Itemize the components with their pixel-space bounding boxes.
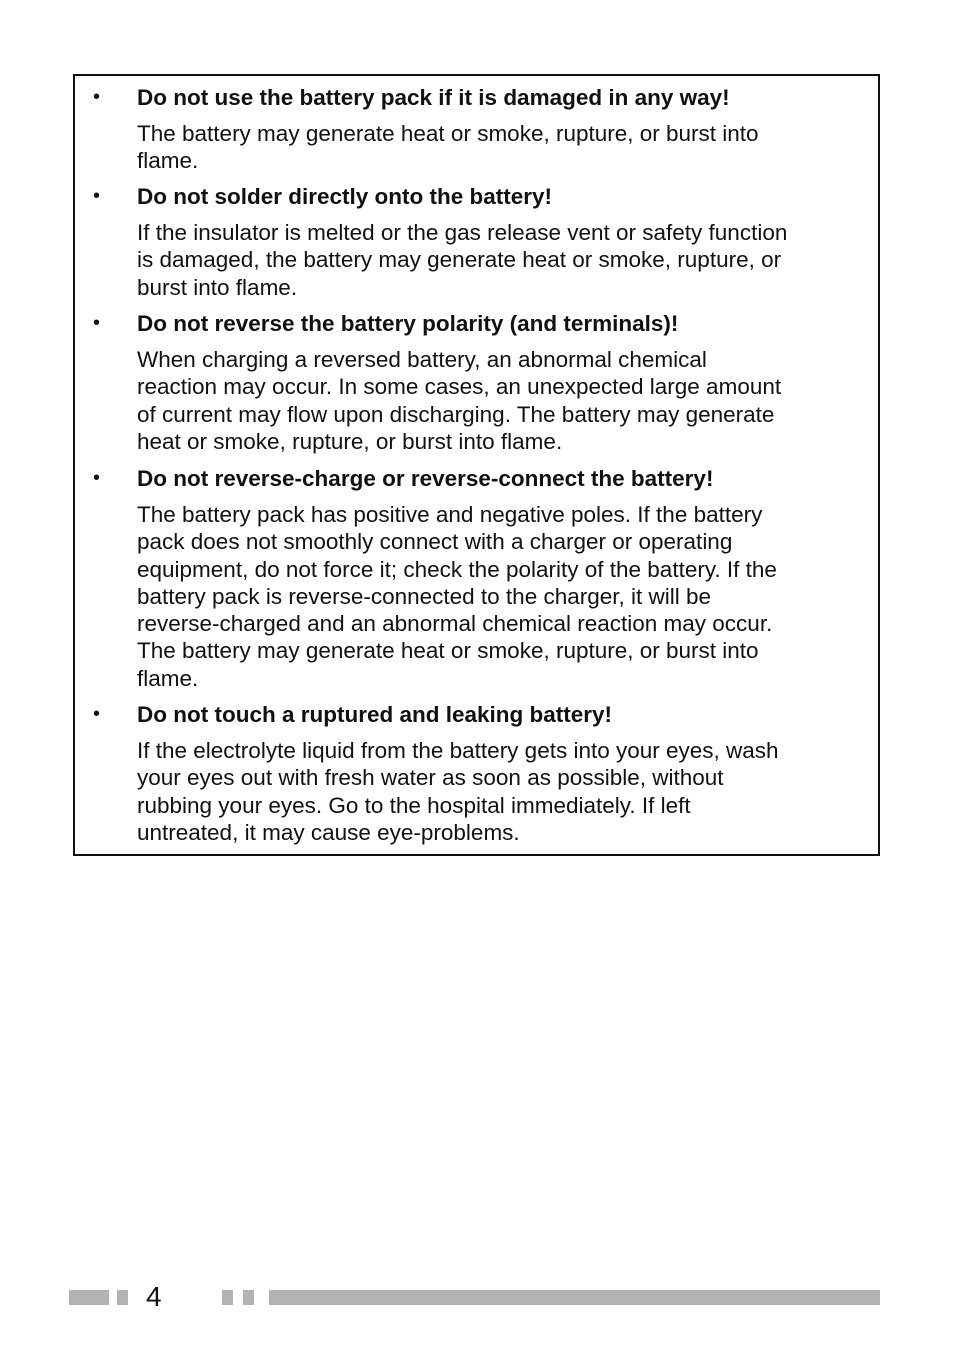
warning-body: If the insulator is melted or the gas release vent or safety function is damaged, the battery may generate heat or smoke, rupture, or burst into flame.: [137, 220, 788, 300]
footer-bar-left-small: [117, 1290, 128, 1305]
warning-body: The battery may generate heat or smoke, rupture, or burst into flame.: [137, 121, 759, 174]
bullet-marker: •: [93, 703, 101, 725]
bullet-marker: •: [93, 467, 101, 489]
battery-warning-box: [73, 74, 880, 856]
warning-heading: Do not use the battery pack if it is damaged in any way!: [137, 85, 730, 110]
warning-body: When charging a reversed battery, an abnormal chemical reaction may occur. In some cases, an unexpected large amount of current may flow upon discharging. The battery may generate heat or smoke, rupture, or burst into flame.: [137, 347, 782, 454]
warning-heading: Do not reverse-charge or reverse-connect the battery!: [137, 466, 714, 491]
bullet-marker: •: [93, 312, 101, 334]
footer-bar-mid-1: [222, 1290, 233, 1305]
footer-bar-long: [269, 1290, 880, 1305]
bullet-marker: •: [93, 185, 101, 207]
warning-body: The battery pack has positive and negative poles. If the battery pack does not smoothly connect with a charger or operating equipment, do not force it; check the polarity of the battery. If the battery pack is reverse-connected to the charger, it will be reverse-charged and an abnormal chemical reaction may occur. The battery may generate heat or smoke, rupture, or burst into flame.: [137, 502, 777, 691]
bullet-marker: •: [93, 86, 101, 108]
footer-bar-mid-2: [243, 1290, 254, 1305]
warning-heading: Do not reverse the battery polarity (and terminals)!: [137, 311, 679, 336]
warning-heading: Do not touch a ruptured and leaking battery!: [137, 702, 613, 727]
footer-bar-left: [69, 1290, 109, 1305]
warning-body: If the electrolyte liquid from the battery gets into your eyes, wash your eyes out with fresh water as soon as possible, without rubbing your eyes. Go to the hospital immediately. If left untreated, it may cause eye-problems.: [137, 738, 779, 845]
page-number: 4: [146, 1281, 162, 1312]
warning-heading: Do not solder directly onto the battery!: [137, 184, 553, 209]
